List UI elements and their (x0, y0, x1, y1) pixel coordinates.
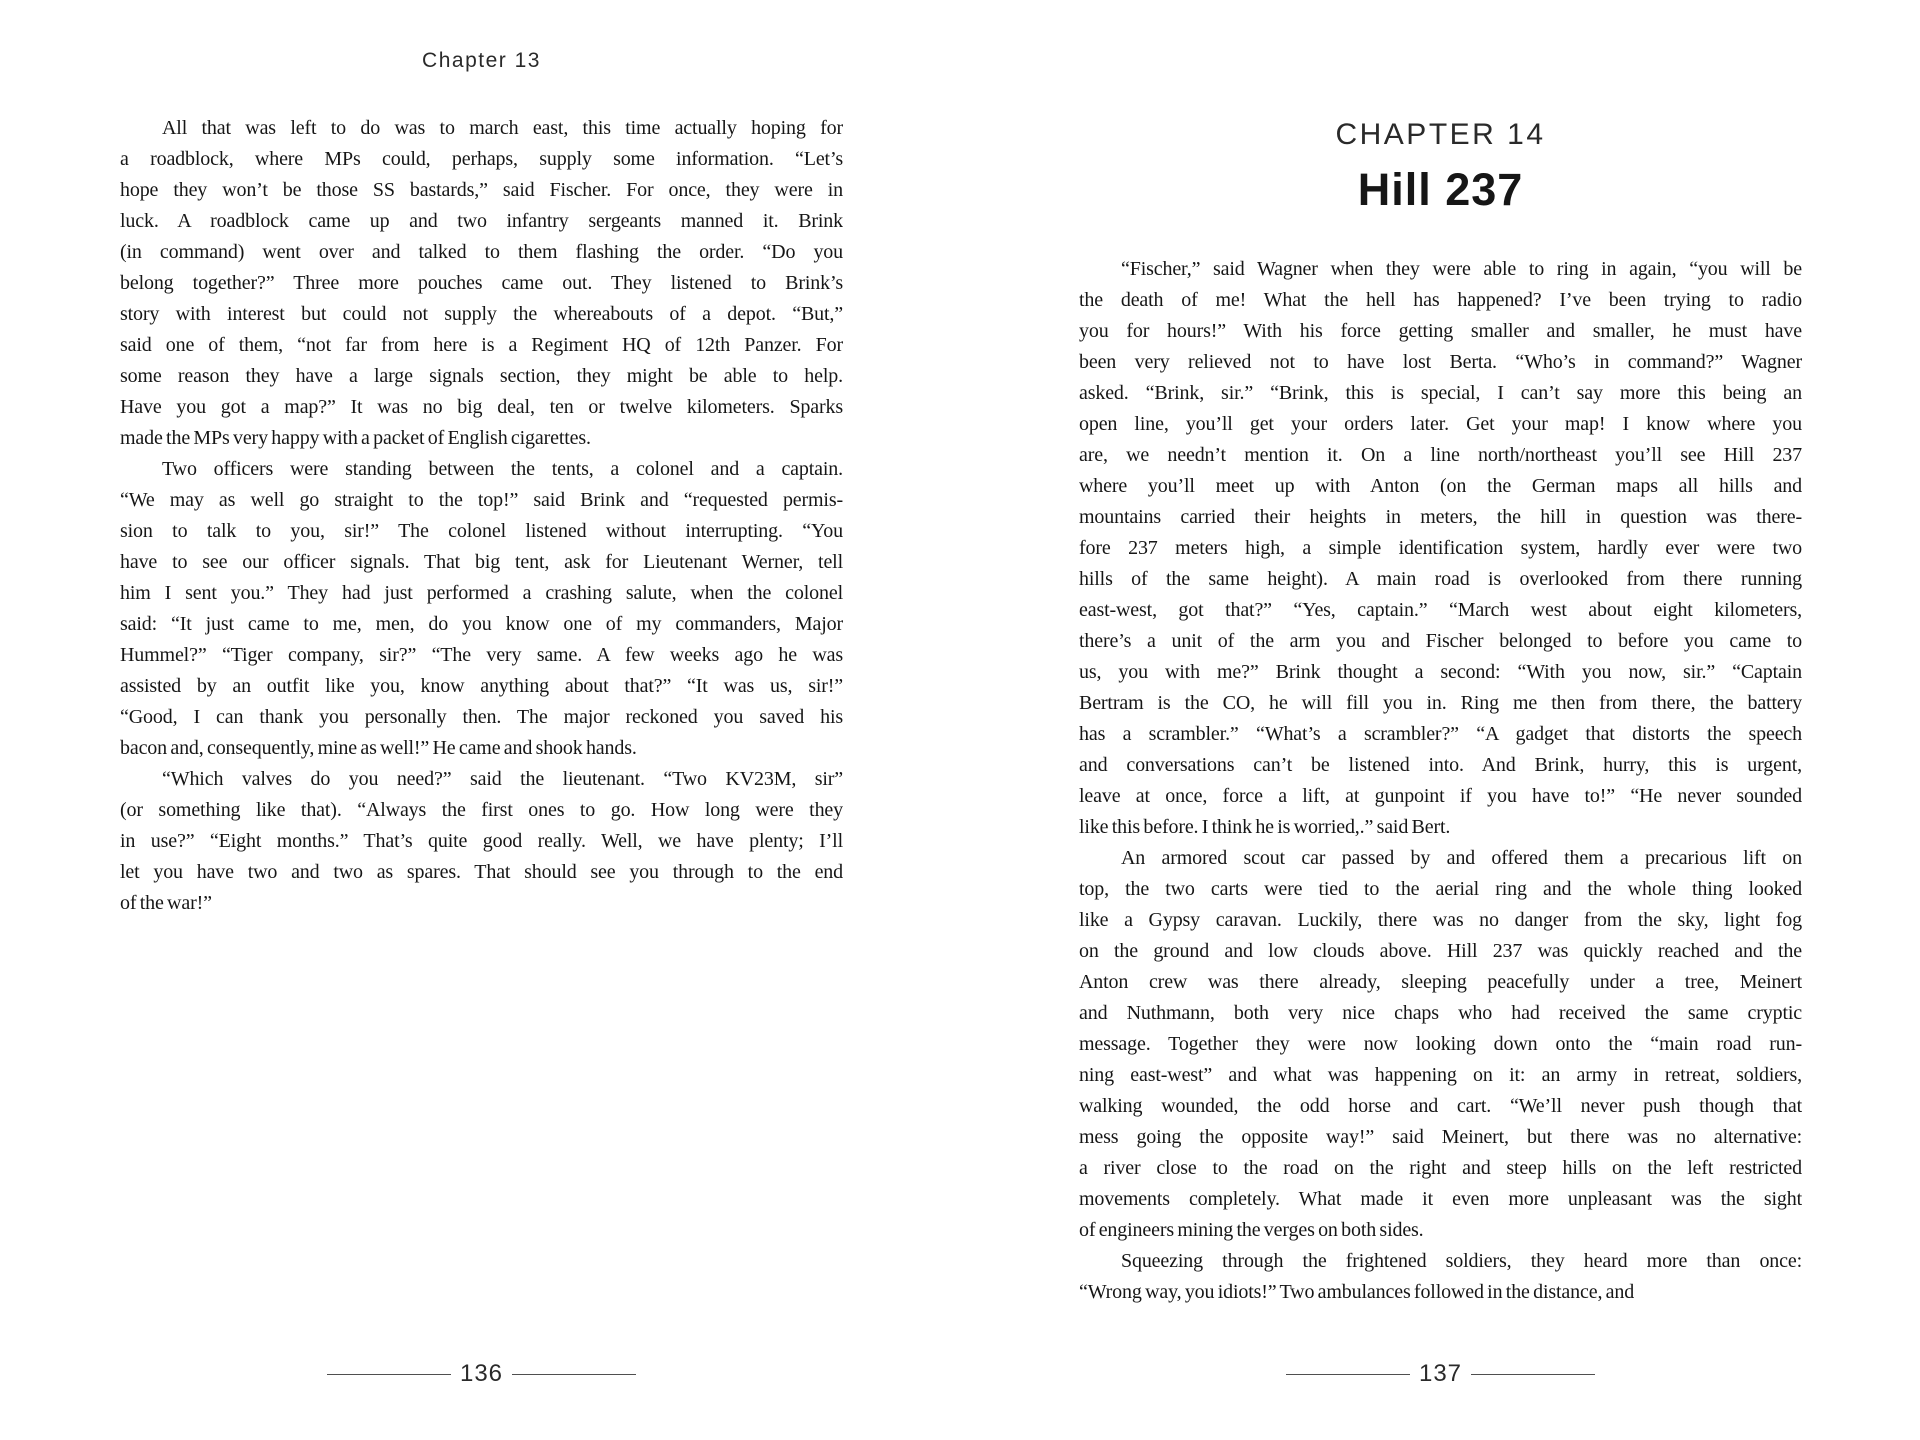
text-line: message. Together they were now looking down onto the “main road run- (1079, 1033, 1802, 1055)
text-line: mess going the opposite way!” said Meinert, but there was no alternative: (1079, 1126, 1802, 1148)
text-line: a river close to the road on the right and steep hills on the left restricted (1079, 1157, 1802, 1179)
text-line: An armored scout car passed by and offered them a precarious lift on (1121, 847, 1802, 869)
text-line: where you’ll meet up with Anton (on the German maps all hills and (1079, 475, 1802, 497)
text-line: open line, you’ll get your orders later. Get your map! I know where you (1079, 413, 1802, 435)
text-line: Have you got a map?” It was no big deal, ten or twelve kilometers. Sparks (120, 396, 843, 418)
text-line: Hummel?” “Tiger company, sir?” “The very same. A few weeks ago he was (120, 644, 843, 666)
text-line: a roadblock, where MPs could, perhaps, supply some information. “Let’s (120, 148, 843, 170)
text-line: Anton crew was there already, sleeping peacefully under a tree, Meinert (1079, 971, 1802, 993)
footer-rule-right (1471, 1374, 1595, 1375)
text-line: on the ground and low clouds above. Hill 237 was quickly reached and the (1079, 940, 1802, 962)
text-line: has a scrambler.” “What’s a scrambler?” “A gadget that distorts the speech (1079, 723, 1802, 745)
text-line: like this before. I think he is worried,.” said Bert. (1079, 816, 1451, 838)
text-line: “Wrong way, you idiots!” Two ambulances followed in the distance, and (1079, 1281, 1635, 1303)
text-line: hope they won’t be those SS bastards,” said Fischer. For once, they were in (120, 179, 843, 201)
text-line: “We may as well go straight to the top!” said Brink and “requested permis- (120, 489, 843, 511)
text-line: (in command) went over and talked to them flashing the order. “Do you (120, 241, 843, 263)
text-line: like a Gypsy caravan. Luckily, there was no danger from the sky, light fog (1079, 909, 1802, 931)
text-line: and Nuthmann, both very nice chaps who had received the same cryptic (1079, 1002, 1802, 1024)
text-line: sion to talk to you, sir!” The colonel listened without interrupting. “You (120, 520, 843, 542)
text-line: east-west, got that?” “Yes, captain.” “March west about eight kilometers, (1079, 599, 1802, 621)
text-line: us, you with me?” Brink thought a second: “With you now, sir.” “Captain (1079, 661, 1802, 683)
footer-rule-left (1286, 1374, 1410, 1375)
running-header: Chapter 13 (422, 49, 541, 72)
text-line: leave at once, force a lift, at gunpoint if you have to!” “He never sounded (1079, 785, 1802, 807)
text-line: bacon and, consequently, mine as well!” He came and shook hands. (120, 737, 637, 759)
text-line: All that was left to do was to march east, this time actually hoping for (162, 117, 843, 139)
left-page-body (120, 113, 843, 919)
text-line: “Good, I can thank you personally then. The major reckoned you saved his (120, 706, 843, 728)
text-line: assisted by an outfit like you, know anything about that?” “It was us, sir!” (120, 675, 843, 697)
text-line: of engineers mining the verges on both sides. (1079, 1219, 1424, 1241)
text-line: have to see our officer signals. That big tent, ask for Lieutenant Werner, tell (120, 551, 843, 573)
text-line: (or something like that). “Always the first ones to go. How long were they (120, 799, 843, 821)
text-line: of the war!” (120, 892, 212, 914)
text-line: walking wounded, the odd horse and cart. “We’ll never push though that (1079, 1095, 1802, 1117)
chapter-title: Hill 237 (1357, 164, 1524, 215)
text-line: you for hours!” With his force getting smaller and smaller, he must have (1079, 320, 1802, 342)
text-line: in use?” “Eight months.” That’s quite good really. Well, we have plenty; I’ll (120, 830, 843, 852)
text-line: belong together?” Three more pouches came out. They listened to Brink’s (120, 272, 843, 294)
text-line: him I sent you.” They had just performed a crashing salute, when the colonel (120, 582, 843, 604)
text-line: hills of the same height). A main road is overlooked from there running (1079, 568, 1802, 590)
footer-rule-right (512, 1374, 636, 1375)
text-line: “Fischer,” said Wagner when they were able to ring in again, “you will be (1121, 258, 1802, 280)
text-line: top, the two carts were tied to the aerial ring and the whole thing looked (1079, 878, 1802, 900)
text-line: said one of them, “not far from here is a Regiment HQ of 12th Panzer. For (120, 334, 843, 356)
text-line: movements completely. What made it even more unpleasant was the sight (1079, 1188, 1802, 1210)
text-line: Bertram is the CO, he will fill you in. Ring me then from there, the battery (1079, 692, 1802, 714)
text-line: said: “It just came to me, men, do you know one of my commanders, Major (120, 613, 843, 635)
text-line: some reason they have a large signals section, they might be able to help. (120, 365, 843, 387)
text-line: been very relieved not to have lost Berta. “Who’s in command?” Wagner (1079, 351, 1802, 373)
text-line: story with interest but could not supply the whereabouts of a depot. “But,” (120, 303, 843, 325)
text-line: the death of me! What the hell has happened? I’ve been trying to radio (1079, 289, 1802, 311)
text-line: “Which valves do you need?” said the lieutenant. “Two KV23M, sir” (162, 768, 843, 790)
right-page-footer (1079, 1362, 1802, 1386)
left-page-number: 136 (459, 1360, 504, 1387)
text-line: made the MPs very happy with a packet of English cigarettes. (120, 427, 591, 449)
text-line: luck. A roadblock came up and two infantry sergeants manned it. Brink (120, 210, 843, 232)
text-line: are, we needn’t mention it. On a line north/northeast you’ll see Hill 237 (1079, 444, 1802, 466)
text-line: fore 237 meters high, a simple identification system, hardly ever were two (1079, 537, 1802, 559)
text-line: and conversations can’t be listened into. And Brink, hurry, this is urgent, (1079, 754, 1802, 776)
text-line: there’s a unit of the arm you and Fischer belonged to before you came to (1079, 630, 1802, 652)
text-line: ning east-west” and what was happening on it: an army in retreat, soldiers, (1079, 1064, 1802, 1086)
right-page-number: 137 (1418, 1360, 1463, 1387)
right-page-body (1079, 254, 1802, 1308)
left-page-footer (120, 1362, 843, 1386)
text-line: Squeezing through the frightened soldiers, they heard more than once: (1121, 1250, 1802, 1272)
text-line: mountains carried their heights in meters, the hill in question was there- (1079, 506, 1802, 528)
chapter-number-label: CHAPTER 14 (1335, 118, 1546, 151)
text-line: Two officers were standing between the tents, a colonel and a captain. (162, 458, 843, 480)
footer-rule-left (327, 1374, 451, 1375)
text-line: let you have two and two as spares. That should see you through to the end (120, 861, 843, 883)
text-line: asked. “Brink, sir.” “Brink, this is special, I can’t say more this being an (1079, 382, 1802, 404)
